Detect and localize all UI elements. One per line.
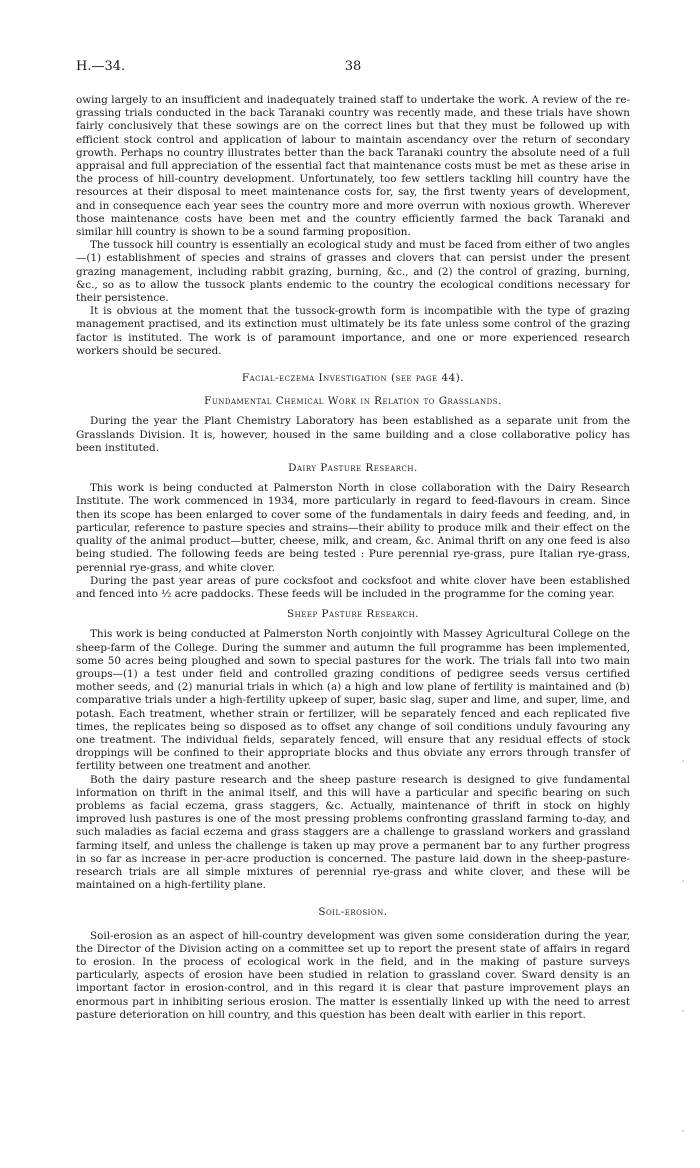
heading-sheep-pasture-research: Sheep Pasture Research. (287, 608, 419, 621)
page-number: 38 (344, 59, 362, 74)
paragraph-tussock-growth: It is obvious at the moment that the tussock-growth form is incompatible with the type of grazing management practised, and its extinction must ultimately be its fate unless some control of the grazing factor is instituted. The work is of paramount importance, and one or more experienced research workers should be secured. (76, 305, 630, 357)
paragraph-sheep-research: This work is being conducted at Palmerston North conjointly with Massey Agricultural College on the sheep-farm of the College. During the summer and autumn the full programme has been implemented, some 50 acres being ploughed and sown to special pastures for the work. The trials fall into two main groups—(1) a test under field and controlled grazing conditions of pedigree seeds versus certified mother seeds, and (2) manurial trials in which (a) a high and low plane of fertility is maintained and (b) comparative trials under a high-fertility upkeep of super, basic slag, super and lime, and super, lime, and potash. Each treatment, whether strain or fertilizer, will be separately fenced and each replicated five times, the replicates being so disposed as to offset any change of soil conditions unduly favouring any one treatment. The individual fields, separately fenced, will ensure that any residual effects of stock droppings will be confined to their appropriate blocks and thus obviate any errors through transfer of fertility between one treatment and another. (76, 628, 631, 773)
document-page (76, 60, 630, 1022)
heading-dairy-pasture-research: Dairy Pasture Research. (288, 462, 418, 475)
paragraph-thrift-research: Both the dairy pasture research and the sheep pasture research is designed to give fundamental information on thrift in the animal itself, and this will have a particular and specific bearing on such problems as facial eczema, grass staggers, &c. Actually, maintenance of thrift in stock on highly improved lush pastures is one of the most pressing problems confronting grassland farming to-day, and such maladies as facial eczema and grass staggers are a challenge to grassland workers and grassland farming itself, and unless the challenge is taken up may prove a permanent bar to any further progress in so far as increase in per-acre production is concerned. The pasture laid down in the sheep-pasture-research trials are all simple mixtures of perennial rye-grass and white clover, and these will be maintained on a high-fertility plane. (76, 773, 630, 892)
heading-facial-eczema: Facial-eczema Investigation (see page 44). (241, 372, 465, 385)
paragraph-tussock-country: The tussock hill country is essentially an ecological study and must be faced from either of two angles—(1) establishment of species and strains of grasses and clovers that can persist under the present grazing management, including rabbit grazing, burning, &c., and (2) the control of grazing, burning, &c., so as to allow the tussock plants endemic to the country the ecological conditions necessary for their persistence. (76, 239, 630, 305)
paragraph-dairy-research: This work is being conducted at Palmerston North in close collaboration with the Dairy Research Institute. The work commenced in 1934, more particularly in regard to feed-flavours in cream. Since then its scope has been enlarged to cover some of the fundamentals in dairy feeds and feeding, and, in particular, reference to pasture species and strains—their ability to produce milk and their effect on the quality of the animal product—butter, cheese, milk, and cream, &c. Animal thrift on any one feed is also being studied. The following feeds are being tested : Pure perennial rye-grass, pure Italian rye-grass, perennial rye-grass, and white clover. (76, 482, 630, 574)
heading-soil-erosion: Soil-erosion. (318, 906, 388, 919)
paragraph-dairy-paddocks: During the past year areas of pure cocksfoot and cocksfoot and white clover have been established and fenced into ½ acre paddocks. These feeds will be included in the programme for the coming year. (76, 574, 630, 600)
heading-fundamental-chemical-work: Fundamental Chemical Work in Relation to Grasslands. (204, 395, 502, 408)
scan-marks (680, 760, 684, 1140)
running-header (76, 60, 630, 82)
paragraph-plant-chemistry: During the year the Plant Chemistry Laboratory has been established as a separate unit from the Grasslands Division. It is, however, housed in the same building and a close collaborative policy has been instituted. (76, 415, 630, 454)
paragraph-taranaki-regrassing: owing largely to an insufficient and inadequately trained staff to undertake the work. A review of the re-grassing trials conducted in the back Taranaki country was recently made, and these trials have shown fairly conclusively that these sowings are on the correct lines but that they must be followed up with efficient stock control and application of labour to maintain ascendancy over the return of secondary growth. Perhaps no country illustrates better than the back Taranaki country the absolute need of a full appraisal and full appreciation of the essential fact that maintenance costs must be met as these arise in the process of hill-country development. Unfortunately, too few settlers tackling hill country have the resources at their disposal to meet maintenance costs for, say, the first twenty years of development, and in consequence each year sees the country more and more overrun with noxious growth. Wherever those maintenance costs have been met and the country efficiently farmed the back Taranaki and similar hill country is shown to be a sound farming proposition. (76, 94, 630, 239)
document-reference: H.—34. (76, 59, 126, 74)
paragraph-soil-erosion: Soil-erosion as an aspect of hill-country development was given some consideration during the year, the Director of the Division acting on a committee set up to report the present state of affairs in regard to erosion. In the process of ecological work in the field, and in the making of pasture surveys particularly, aspects of erosion have been studied in relation to grassland cover. Sward density is an important factor in erosion-control, and in this regard it is clear that pasture improvement plays an enormous part in inhibiting serious erosion. The matter is essentially linked up with the need to arrest pasture deterioration on hill country, and this question has been dealt with earlier in this report. (76, 929, 630, 1021)
